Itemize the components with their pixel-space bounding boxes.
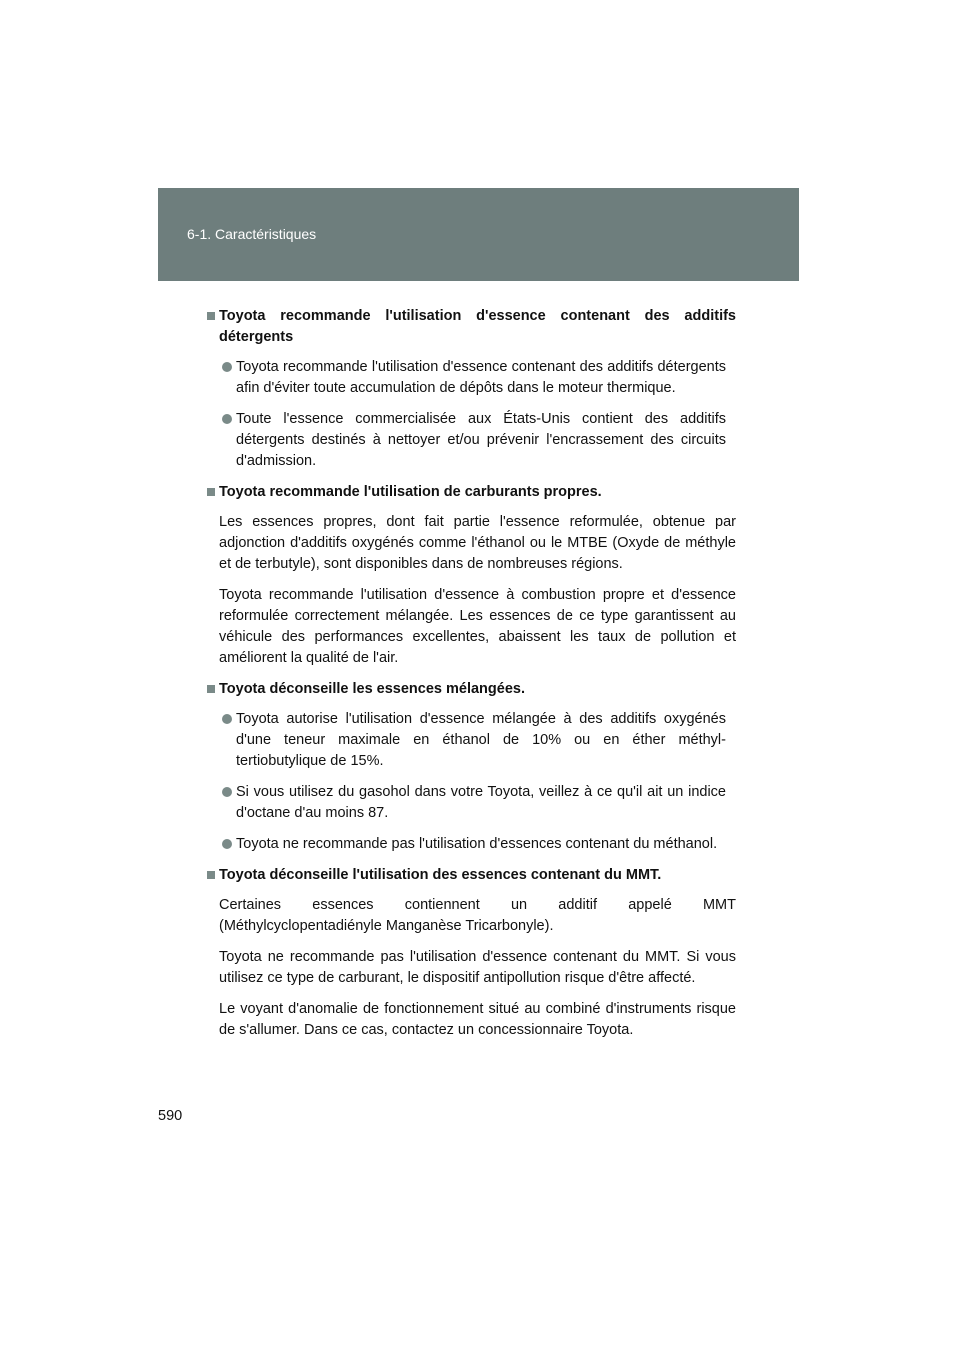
section-heading: [207, 865, 736, 886]
section-heading-text: Toyota déconseille les essences mélangées.: [219, 681, 525, 697]
list-item: [207, 409, 726, 472]
page-content: [207, 306, 736, 1051]
page-number: 590: [158, 1108, 183, 1124]
list-item-text: Toyota ne recommande pas l'utilisation d'essences contenant du méthanol.: [236, 836, 718, 852]
paragraph: Les essences propres, dont fait partie l'essence reformulée, obtenue par adjonction d'additifs oxygénés comme l'éthanol ou le MTBE (Oxyde de méthyle et de terbutyle), sont disponibles dans de nombreuses régions.: [219, 514, 736, 572]
list-item: [207, 782, 726, 824]
list-item: [207, 357, 726, 399]
breadcrumb: 6-1. Caractéristiques: [187, 226, 317, 242]
round-bullet-icon: [222, 787, 232, 797]
section-heading: [207, 306, 736, 348]
list-item-text: Toyota recommande l'utilisation d'essence contenant des additifs détergents afin d'éviter toute accumulation de dépôts dans le moteur thermique.: [236, 359, 726, 396]
list-item: [207, 834, 726, 855]
list-item: [207, 709, 726, 772]
paragraph: Toyota ne recommande pas l'utilisation d'essence contenant du MMT. Si vous utilisez ce type de carburant, le dispositif antipollution risque d'être affecté.: [219, 949, 736, 986]
round-bullet-icon: [222, 839, 232, 849]
round-bullet-icon: [222, 714, 232, 724]
square-bullet-icon: [207, 312, 215, 320]
paragraph: Toyota recommande l'utilisation d'essence à combustion propre et d'essence reformulée correctement mélangée. Les essences de ce type garantissent au véhicule des performances excellentes, abaissent les taux de pollution et améliorent la qualité de l'air.: [219, 587, 736, 666]
square-bullet-icon: [207, 488, 215, 496]
list-item-text: Si vous utilisez du gasohol dans votre Toyota, veillez à ce qu'il ait un indice d'octane d'au moins 87.: [236, 784, 726, 821]
list-item-text: Toute l'essence commercialisée aux États-Unis contient des additifs détergents destinés à nettoyer et/ou prévenir l'encrassement des circuits d'admission.: [236, 411, 726, 469]
section-heading: [207, 679, 736, 700]
square-bullet-icon: [207, 685, 215, 693]
round-bullet-icon: [222, 414, 232, 424]
section-heading-text: Toyota recommande l'utilisation d'essence contenant des additifs détergents: [219, 308, 736, 345]
section-heading-text: Toyota recommande l'utilisation de carburants propres.: [219, 484, 602, 500]
paragraph: Certaines essences contiennent un additif appelé MMT (Méthylcyclopentadiényle Manganèse Tricarbonyle).: [219, 897, 736, 934]
round-bullet-icon: [222, 362, 232, 372]
square-bullet-icon: [207, 871, 215, 879]
chapter-header-bar: [158, 188, 799, 281]
list-item-text: Toyota autorise l'utilisation d'essence mélangée à des additifs oxygénés d'une teneur maximale en éthanol de 10% ou en éther méthyl-tertiobutylique de 15%.: [236, 711, 726, 769]
section-heading-text: Toyota déconseille l'utilisation des essences contenant du MMT.: [219, 867, 662, 883]
paragraph: Le voyant d'anomalie de fonctionnement situé au combiné d'instruments risque de s'allumer. Dans ce cas, contactez un concessionnaire Toyota.: [219, 1001, 736, 1038]
section-heading: [207, 482, 736, 503]
